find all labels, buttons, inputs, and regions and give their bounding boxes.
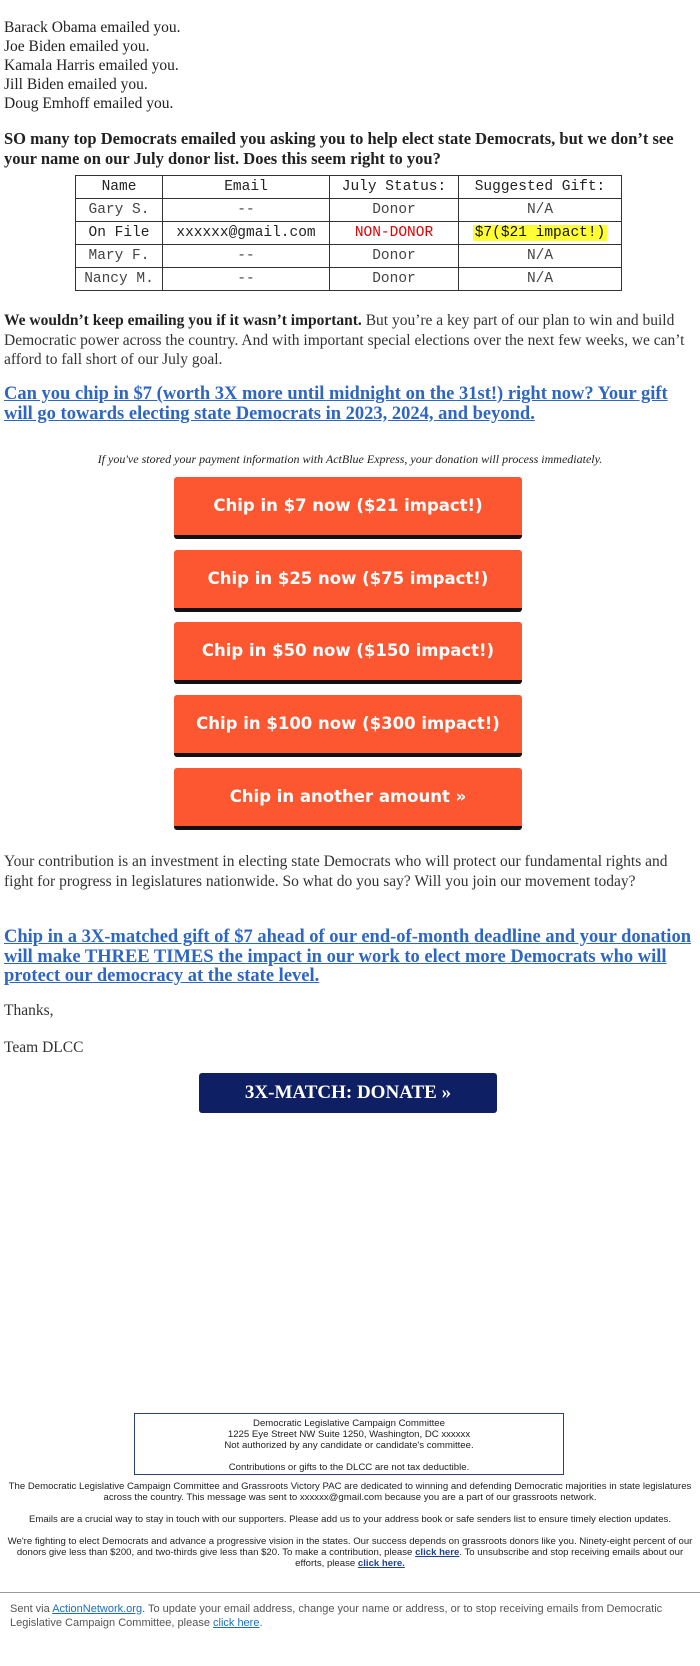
table-row (76, 199, 622, 222)
chip-in-other-button[interactable]: Chip in another amount » (174, 768, 522, 830)
chip-in-7-button[interactable]: Chip in $7 now ($21 impact!) (174, 477, 522, 539)
table-row (76, 245, 622, 268)
table-cell: Gary S. (76, 199, 163, 222)
footer-text: We're fighting to elect Democrats and advance a progressive vision in the states. Our success depends on grassroots donors like you. Ninety-eight percent of our donors give less than $200, and two-thirds give less than $20. To make a contribution, please (7, 1536, 693, 1558)
intro-line: Joe Biden emailed you. (4, 38, 150, 55)
signature: Team DLCC (4, 1039, 84, 1056)
table-cell: Mary F. (76, 245, 163, 268)
table-cell: Donor (330, 268, 459, 291)
table-cell: Nancy M. (76, 268, 163, 291)
contribute-link[interactable]: click here (415, 1547, 460, 1558)
body-paragraph-text: But you’re a key part of our plan to win and build Democratic power across the country. And with important special elections over the next few weeks, we can’t afford to fall short of our July goal. (4, 312, 685, 368)
table-header: Suggested Gift: (459, 176, 622, 199)
body-paragraph-bold: We wouldn’t keep emailing you if it wasn’t important. (4, 312, 362, 329)
body-paragraph: Your contribution is an investment in electing state Democrats who will protect our fundamental rights and fight for progress in legislatures nationwide. So what do you say? Will you join our movement today? (4, 853, 668, 890)
footer-divider (0, 1592, 700, 1593)
chip-in-25-button[interactable]: Chip in $25 now ($75 impact!) (174, 550, 522, 612)
address-box (134, 1413, 564, 1475)
chip-in-100-button[interactable]: Chip in $100 now ($300 impact!) (174, 695, 522, 757)
table-cell: N/A (459, 199, 622, 222)
table-cell: Donor (330, 199, 459, 222)
table-row-user (76, 222, 622, 245)
suggested-gift-highlight: $7($21 impact!) (474, 225, 606, 241)
address-line: Contributions or gifts to the DLCC are not tax deductible. (228, 1462, 470, 1473)
footer-safe-senders: Emails are a crucial way to stay in touch with our supporters. Please add us to your address book or safe senders list to ensure timely election updates. (28, 1514, 672, 1525)
address-spacer (135, 1451, 563, 1462)
table-cell: Donor (330, 245, 459, 268)
table-cell: N/A (459, 268, 622, 291)
headline: SO many top Democrats emailed you asking you to help elect state Democrats, but we don’t see your name on our July donor list. Does this seem right to you? (4, 129, 674, 168)
table-header: July Status: (330, 176, 459, 199)
intro-lines (4, 18, 180, 113)
non-donor-status: NON-DONOR (330, 222, 459, 245)
table-row (76, 268, 622, 291)
table-cell: On File (76, 222, 163, 245)
footer-text: . To unsubscribe and stop receiving emails about our efforts, please (295, 1547, 684, 1569)
chip-in-link[interactable]: Can you chip in $7 (worth 3X more until midnight on the 31st!) right now? Your gift will go towards electing state Democrats in 2023, 2024, and beyond. (4, 384, 668, 424)
address-line: Not authorized by any candidate or candidate's committee. (224, 1440, 474, 1451)
table-cell: -- (163, 199, 330, 222)
intro-line: Barack Obama emailed you. (4, 19, 181, 36)
table-cell: xxxxxx@gmail.com (163, 222, 330, 245)
intro-line: Doug Emhoff emailed you. (4, 95, 174, 112)
address-line: Democratic Legislative Campaign Committee (253, 1418, 445, 1429)
sign-off: Thanks, (4, 1002, 54, 1019)
table-header: Name (76, 176, 163, 199)
donate-button[interactable]: 3X-MATCH: DONATE » (199, 1073, 497, 1113)
actionnetwork-link[interactable]: ActionNetwork.org (52, 1603, 143, 1615)
footer-disclaimer: The Democratic Legislative Campaign Committee and Grassroots Victory PAC are dedicated to winning and defending Democratic majorities in state legislatures across the country. This message was sent to xxxxxx@gmail.com because you are a part of our grassroots network. (8, 1481, 692, 1503)
footer-contribution (6, 1536, 694, 1569)
body-paragraph (4, 311, 696, 370)
actblue-express-note: If you've stored your payment information with ActBlue Express, your donation will process immediately. (97, 452, 603, 466)
table-header: Email (163, 176, 330, 199)
update-preferences-link[interactable]: click here (213, 1617, 260, 1629)
address-line: 1225 Eye Street NW Suite 1250, Washington, DC xxxxxx (227, 1429, 471, 1440)
sent-via-footer (10, 1602, 690, 1630)
table-cell: -- (163, 268, 330, 291)
table-header-row (76, 176, 622, 199)
match-gift-link[interactable]: Chip in a 3X-matched gift of $7 ahead of our end-of-month deadline and your donation will make THREE TIMES the impact in our work to elect more Democrats who will protect our democracy at the state level. (4, 927, 691, 986)
chip-in-50-button[interactable]: Chip in $50 now ($150 impact!) (174, 622, 522, 684)
footer-text: Sent via (10, 1603, 53, 1615)
intro-line: Kamala Harris emailed you. (4, 57, 179, 74)
table-cell: N/A (459, 245, 622, 268)
table-cell: -- (163, 245, 330, 268)
table-cell (459, 222, 622, 245)
footer-text: . To update your email address, change your name or address, or to stop receiving emails from Democratic Legislative Campaign Committee, please (10, 1603, 663, 1629)
donor-table (75, 175, 622, 291)
unsubscribe-link[interactable]: click here. (357, 1558, 405, 1569)
intro-line: Jill Biden emailed you. (4, 76, 148, 93)
footer-text: . (259, 1617, 263, 1629)
